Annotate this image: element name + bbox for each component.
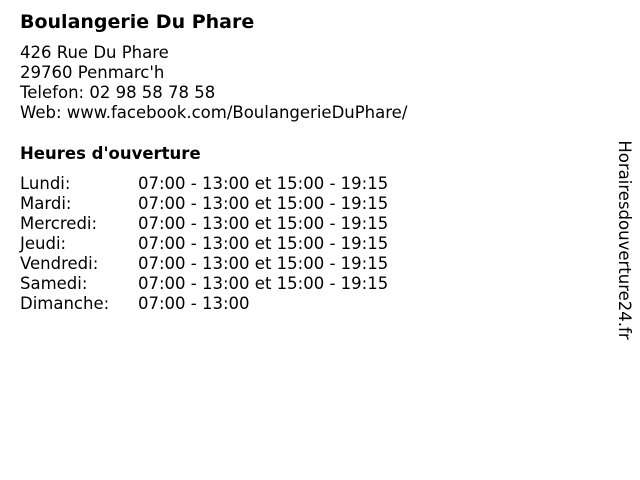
day-label: Mardi: bbox=[20, 194, 72, 213]
street-address: 426 Rue Du Phare bbox=[20, 43, 169, 62]
time-range: 07:00 - 13:00 et 15:00 - 19:15 bbox=[138, 234, 389, 253]
time-range: 07:00 - 13:00 et 15:00 - 19:15 bbox=[138, 254, 389, 273]
time-range: 07:00 - 13:00 et 15:00 - 19:15 bbox=[138, 214, 389, 233]
day-label: Samedi: bbox=[20, 274, 88, 293]
time-range: 07:00 - 13:00 et 15:00 - 19:15 bbox=[138, 174, 389, 193]
hours-heading: Heures d'ouverture bbox=[20, 144, 201, 163]
day-label: Jeudi: bbox=[20, 234, 67, 253]
site-watermark: Horairesdouverture24.fr bbox=[615, 140, 634, 340]
website-link[interactable]: Web: www.facebook.com/BoulangerieDuPhare/ bbox=[20, 103, 408, 122]
time-range: 07:00 - 13:00 bbox=[138, 294, 250, 313]
business-info bbox=[20, 43, 407, 123]
phone-number: Telefon: 02 98 58 78 58 bbox=[20, 83, 216, 102]
time-range: 07:00 - 13:00 et 15:00 - 19:15 bbox=[138, 194, 389, 213]
day-label: Mercredi: bbox=[20, 214, 98, 233]
day-label: Lundi: bbox=[20, 174, 71, 193]
business-name: Boulangerie Du Phare bbox=[20, 11, 255, 33]
day-label: Dimanche: bbox=[20, 294, 110, 313]
city-postcode: 29760 Penmarc'h bbox=[20, 63, 165, 82]
day-label: Vendredi: bbox=[20, 254, 99, 273]
time-range: 07:00 - 13:00 et 15:00 - 19:15 bbox=[138, 274, 389, 293]
